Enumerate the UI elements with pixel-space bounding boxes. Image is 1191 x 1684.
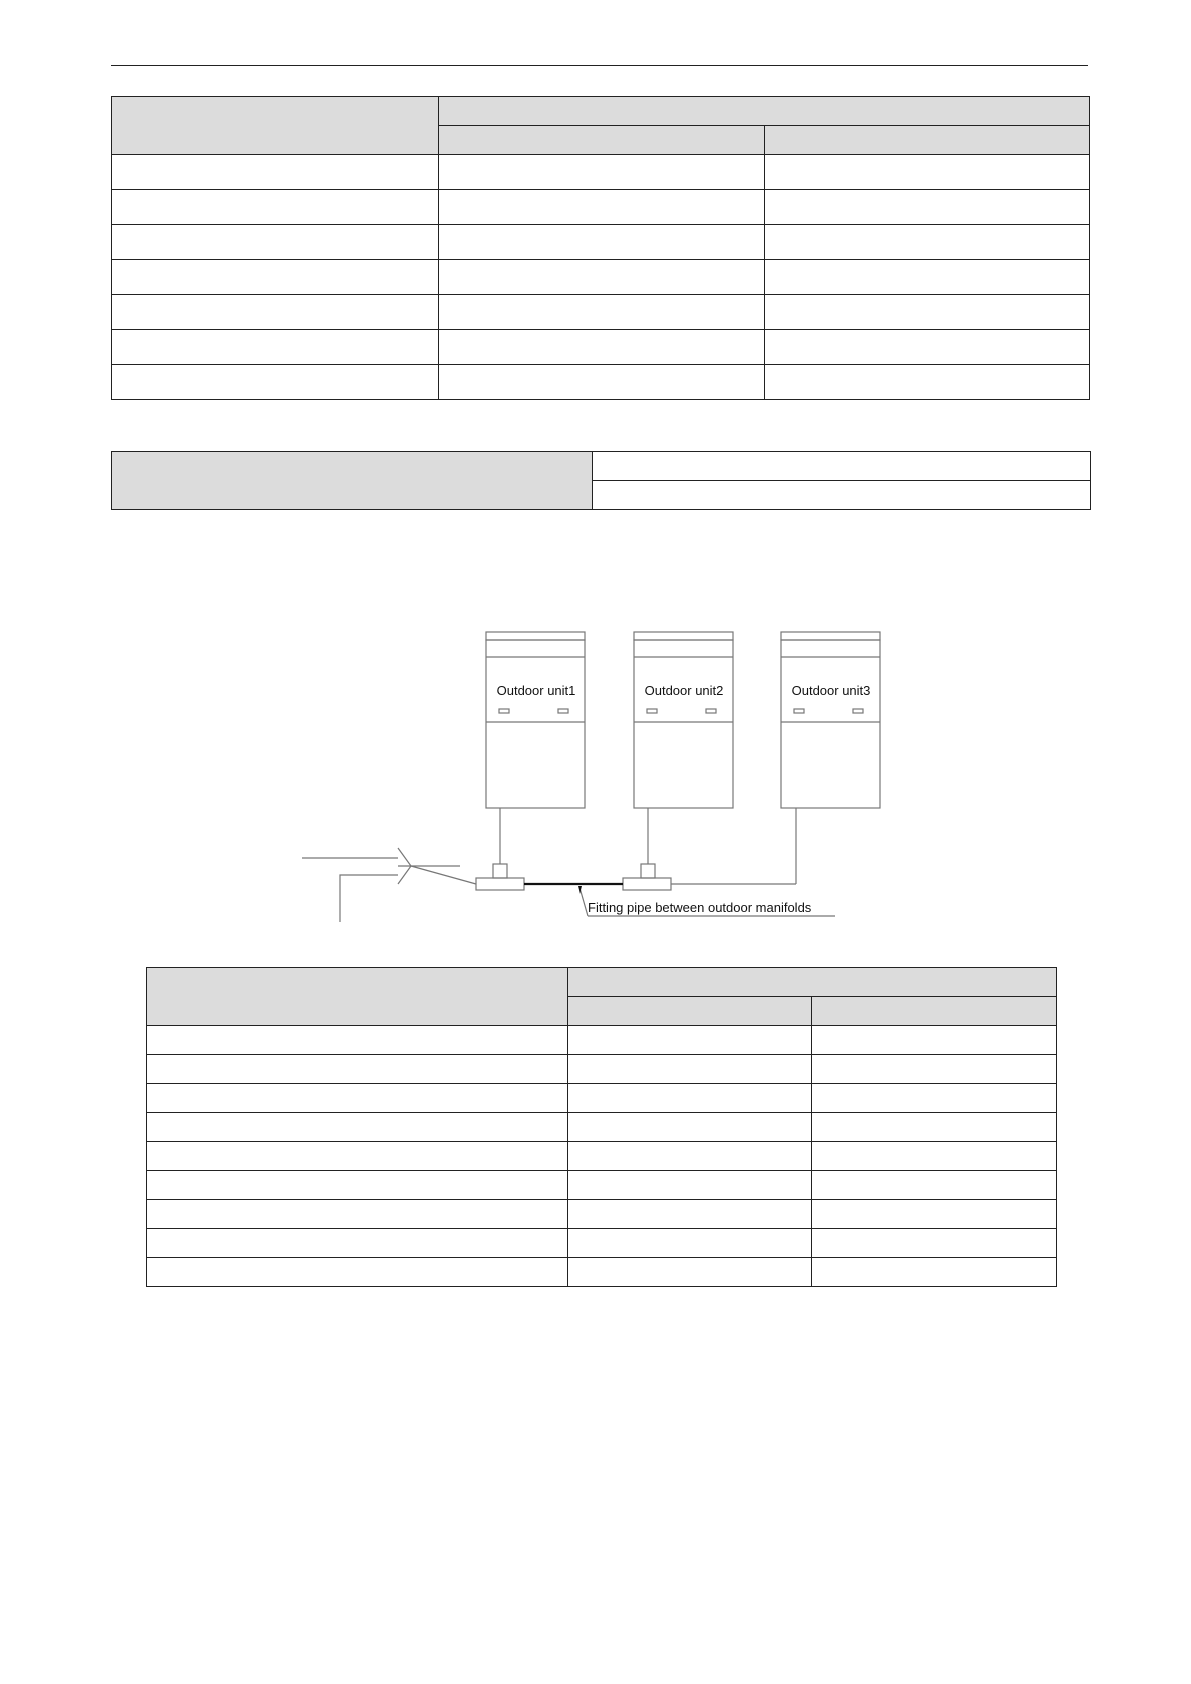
table-row <box>112 260 1090 295</box>
spec-table-top <box>111 96 1090 400</box>
unit-2-label: Outdoor unit2 <box>644 683 724 698</box>
table-row <box>147 1055 1057 1084</box>
table-row <box>147 1200 1057 1229</box>
outdoor-unit-1 <box>486 632 585 808</box>
table-header-cell <box>439 97 1090 126</box>
table-subheader-cell <box>765 126 1090 155</box>
outdoor-unit-3 <box>781 632 880 808</box>
spec-table-bottom <box>146 967 1057 1287</box>
table-header-cell <box>147 968 568 1026</box>
table-row <box>147 1084 1057 1113</box>
fitting-pipe-callout: Fitting pipe between outdoor manifolds <box>588 900 812 915</box>
table-header-cell <box>112 452 593 510</box>
table-row <box>147 1171 1057 1200</box>
table-header-cell <box>112 97 439 155</box>
table-row <box>112 155 1090 190</box>
manifold-tee-1 <box>476 864 524 890</box>
table-row <box>147 1258 1057 1287</box>
outdoor-unit-2 <box>634 632 733 808</box>
table-row <box>112 365 1090 400</box>
outdoor-unit-piping-diagram <box>300 618 871 928</box>
table-row <box>147 1142 1057 1171</box>
table-row <box>147 1026 1057 1055</box>
table-subheader-cell <box>439 126 765 155</box>
table-row <box>112 295 1090 330</box>
table-subheader-cell <box>568 997 812 1026</box>
table-row <box>147 1113 1057 1142</box>
page-header-rule <box>111 65 1088 66</box>
spec-table-middle <box>111 451 1091 510</box>
manifold-tee-2 <box>623 864 671 890</box>
table-cell <box>593 452 1091 481</box>
table-row <box>147 1229 1057 1258</box>
table-row <box>112 330 1090 365</box>
table-row <box>112 190 1090 225</box>
table-cell <box>593 481 1091 510</box>
table-row <box>112 225 1090 260</box>
unit-1-label: Outdoor unit1 <box>496 683 576 698</box>
table-subheader-cell <box>812 997 1057 1026</box>
table-header-cell <box>568 968 1057 997</box>
unit-3-label: Outdoor unit3 <box>791 683 871 698</box>
